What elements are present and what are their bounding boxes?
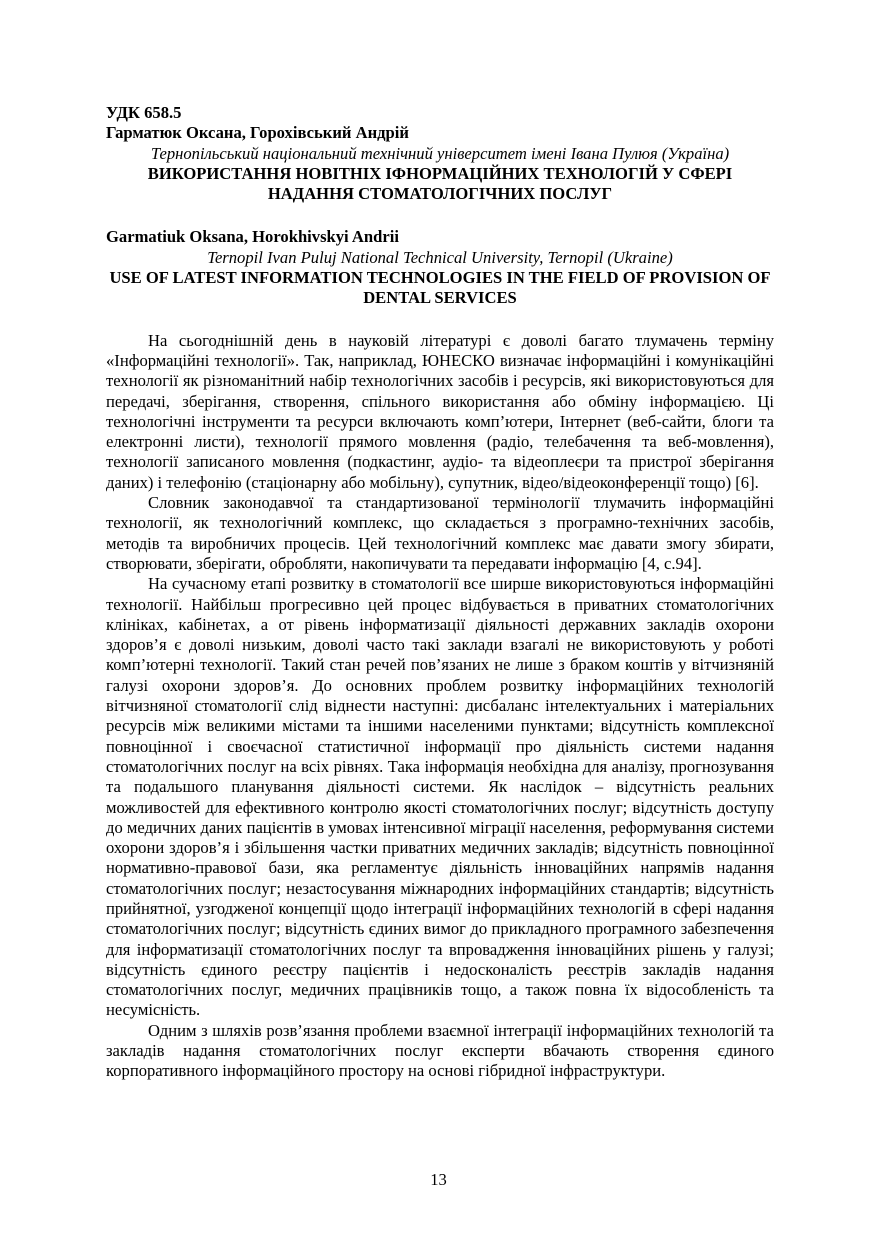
authors-en: Garmatiuk Oksana, Horokhivskyi Andrii bbox=[106, 227, 399, 247]
body-paragraph: На сучасному етапі розвитку в стоматології все ширше використовуються інформаційні технології. Найбільш прогресивно цей процес відбувається в приватних стоматологічних клініках, кабінетах, а от рівень інформатизації діяльності державних закладів охорони здоров’я є доволі низьким, доволі часто такі заклади взагалі не використовують у роботі комп’ютерні технології. Такий стан речей пов’язаних не лише з браком коштів у вітчизняній галузі охорони здоров’я. До основних проблем розвитку інформаційних технологій вітчизняної стоматології слід віднести наступні: дисбаланс інтелектуальних і матеріальних ресурсів між великими містами та іншими населеними пунктами; відсутність комплексної повноцінної і своєчасної статистичної інформації про діяльність системи надання стоматологічних послуг на всіх рівнях. Така інформація необхідна для аналізу, прогнозування та подальшого планування діяльності системи. Як наслідок – відсутність реальних можливостей для ефективного контролю якості стоматологічних послуг; відсутність доступу до медичних даних пацієнтів в умовах інтенсивної міграції населення, реформування системи охорони здоров’я і збільшення частки приватних медичних закладів; відсутність повноцінної нормативно-правової бази, яка регламентує діяльність інноваційних напрямів надання стоматологічних послуг; незастосування міжнародних інформаційних стандартів; відсутність прийнятної, узгодженої концепції щодо інтеграції інформаційних технологій в сфері надання стоматологічних послуг; відсутність єдиних вимог до прикладного програмного забезпечення для інформатизації стоматологічних послуг та впровадження інноваційних рішень у галузі; відсутність єдиного реєстру пацієнтів і недосконалість реєстрів закладів надання стоматологічних послуг, медичних працівників тощо, а також повна їх відособленість та несумісність. bbox=[106, 574, 774, 1020]
title-ua: ВИКОРИСТАННЯ НОВІТНІХ ІФНОРМАЦІЙНИХ ТЕХНОЛОГІЙ У СФЕРІ НАДАННЯ СТОМАТОЛОГІЧНИХ ПОСЛУГ bbox=[147, 163, 733, 204]
page-number: 13 bbox=[430, 1170, 447, 1189]
body-paragraph: Словник законодавчої та стандартизованої термінології тлумачить інформаційні технології, як технологічний комплекс, що складається з програмно-технічних засобів, методів та виробничих процесів. Цей технологічний комплекс має давати змогу збирати, створювати, зберігати, обробляти, накопичувати та передавати інформацію [4, с.94]. bbox=[106, 493, 774, 573]
spacer bbox=[106, 204, 774, 227]
paper-page bbox=[106, 103, 774, 1082]
spacer bbox=[106, 309, 774, 331]
body-paragraph: На сьогоднішній день в науковій літературі є доволі багато тлумачень терміну «Інформаційні технології». Так, наприклад, ЮНЕСКО визначає інформаційні і комунікаційні технології як різноманітний набір технологічних засобів і ресурсів, які використовуються для передачі, зберігання, створення, спільного використання або обміну інформацією. Ці технологічні інструменти та ресурси включають комп’ютери, Інтернет (веб-сайти, блоги та електронні листи), технології прямого мовлення (радіо, телебачення та веб-мовлення), технології записаного мовлення (подкастинг, аудіо- та відеоплеєри та пристрої зберігання даних) і телефонію (стаціонарну або мобільну), супутник, відео/відеоконференції тощо) [6]. bbox=[106, 330, 774, 492]
article-body bbox=[106, 331, 774, 1082]
udk-code: УДК 658.5 bbox=[106, 103, 182, 122]
title-en: USE OF LATEST INFORMATION TECHNOLOGIES IN THE FIELD OF PROVISION OF DENTAL SERVICES bbox=[109, 268, 771, 308]
body-paragraph: Одним з шляхів розв’язання проблеми взаємної інтеграції інформаційних технологій та закладів надання стоматологічних послуг експерти вбачають створення єдиного корпоративного інформаційного простору на основі гібридної інфраструктури. bbox=[106, 1020, 774, 1081]
affiliation-ua: Тернопільський національний технічний університет імені Івана Пулюя (Україна) bbox=[150, 143, 730, 163]
affiliation-en: Ternopil Ivan Puluj National Technical University, Ternopil (Ukraine) bbox=[207, 247, 673, 267]
authors-ua: Гарматюк Оксана, Горохівський Андрій bbox=[106, 123, 409, 143]
